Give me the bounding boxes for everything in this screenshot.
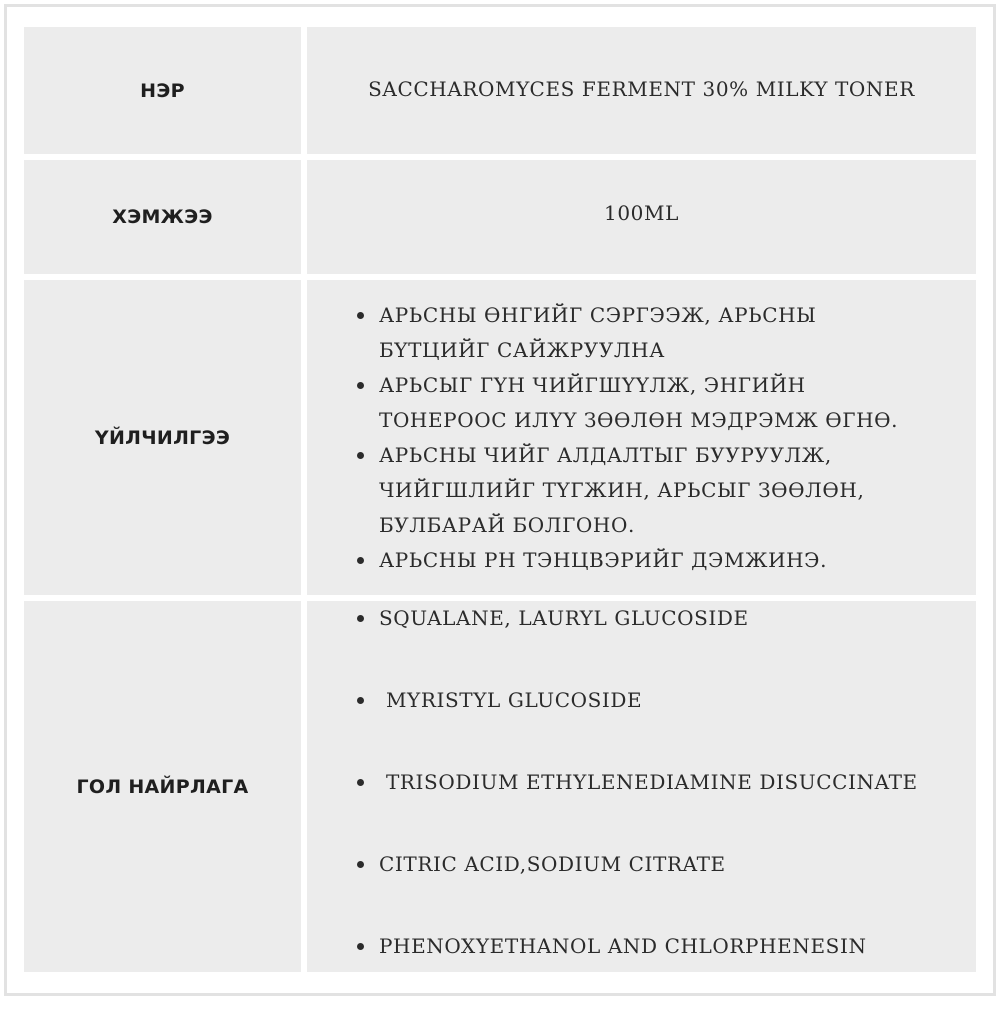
name-value-cell: [307, 27, 976, 154]
size-label-cell: [24, 160, 301, 274]
benefits-list: [307, 298, 917, 578]
name-label: НЭР: [140, 79, 185, 102]
size-label: ХЭМЖЭЭ: [112, 206, 213, 228]
benefits-label: ҮЙЛЧИЛГЭЭ: [94, 426, 231, 449]
name-label-cell: [24, 27, 301, 154]
list-item: CITRIC ACID,SODIUM CITRATE: [355, 847, 918, 881]
list-item: PHENOXYETHANOL AND CHLORPHENESIN: [355, 929, 918, 963]
ingredients-list: [307, 553, 918, 1011]
list-item: АРЬСНЫ ЧИЙГ АЛДАЛТЫГ БУУРУУЛЖ, ЧИЙГШЛИЙГ ТҮГЖИН, АРЬСЫГ ЗӨӨЛӨН, БУЛБАРАЙ БОЛГОНО.: [355, 438, 907, 543]
list-item: MYRISTYL GLUCOSIDE: [355, 683, 918, 717]
size-value-cell: [307, 160, 976, 274]
list-item: SQUALANE, LAURYL GLUCOSIDE: [355, 601, 918, 635]
list-item: TRISODIUM ETHYLENEDIAMINE DISUCCINATE: [355, 765, 918, 799]
benefits-label-cell: [24, 280, 301, 595]
list-item: АРЬСНЫ ӨНГИЙГ СЭРГЭЭЖ, АРЬСНЫ БҮТЦИЙГ САЙЖРУУЛНА: [355, 298, 907, 368]
product-size: 100ML: [604, 201, 679, 225]
ingredients-label-cell: [24, 601, 301, 972]
product-name: SACCHAROMYCES FERMENT 30% MILKY TONER: [368, 76, 915, 101]
benefits-value-cell: [307, 280, 976, 595]
list-item: АРЬСНЫ PH ТЭНЦВЭРИЙГ ДЭМЖИНЭ.: [355, 543, 907, 578]
list-item: АРЬСЫГ ГҮН ЧИЙГШҮҮЛЖ, ЭНГИЙН ТОНЕРООС ИЛҮҮ ЗӨӨЛӨН МЭДРЭМЖ ӨГНӨ.: [355, 368, 907, 438]
ingredients-label: ГОЛ НАЙРЛАГА: [76, 775, 249, 798]
ingredients-value-cell: [307, 601, 976, 972]
